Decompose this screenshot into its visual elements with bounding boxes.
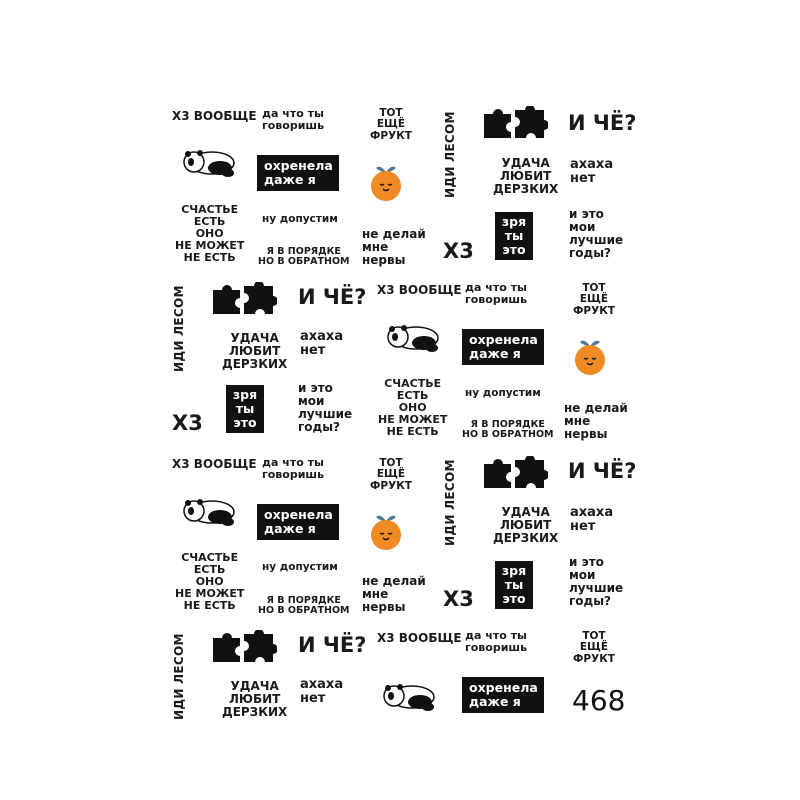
sticker-okhrenela: охренела даже я (257, 155, 339, 191)
sticker-schastie: СЧАСТЬЕ ЕСТЬ ОНО НЕ МОЖЕТ НЕ ЕСТЬ (378, 377, 448, 438)
sticker-okhrenela: охренела даже я (257, 504, 339, 540)
sticker-i-che: И ЧЁ? (568, 111, 637, 135)
sticker-idi-lesom: ИДИ ЛЕСОМ (443, 459, 457, 546)
sticker-tot-eshe: ТОТ ЕЩЁ ФРУКТ (370, 107, 412, 142)
sticker-zrya: зря ты это (495, 561, 533, 609)
sticker-idi-lesom: ИДИ ЛЕСОМ (172, 633, 186, 720)
sticker-i-eto: и это мои лучшие годы? (298, 381, 353, 434)
sticker-xz-voobshe: Х3 ВООБЩЕ (377, 283, 462, 297)
sheet-number: 468 (572, 684, 626, 717)
sticker-x3: Х3 (443, 239, 474, 263)
puzzle-pieces-icon (211, 282, 277, 320)
sticker-schastie: СЧАСТЬЕ ЕСТЬ ОНО НЕ МОЖЕТ НЕ ЕСТЬ (175, 203, 245, 264)
sticker-udacha: УДАЧА ЛЮБИТ ДЕРЗКИХ (222, 679, 288, 719)
sticker-schastie: СЧАСТЬЕ ЕСТЬ ОНО НЕ МОЖЕТ НЕ ЕСТЬ (175, 551, 245, 612)
sticker-akhakha: ахаха нет (570, 157, 614, 187)
puzzle-pieces-icon (482, 456, 548, 494)
panda-icon (180, 497, 236, 531)
sticker-i-che: И ЧЁ? (298, 285, 367, 309)
sticker-udacha: УДАЧА ЛЮБИТ ДЕРЗКИХ (493, 505, 559, 545)
panda-icon (180, 148, 236, 182)
sticker-ya-v-poryadke: Я В ПОРЯДКЕ НО В ОБРАТНОМ (258, 595, 350, 617)
orange-icon (369, 513, 403, 555)
sticker-i-eto: и это мои лучшие годы? (569, 207, 624, 260)
sticker-da-chto-ty: да что ты говоришь (262, 456, 325, 481)
sticker-da-chto-ty: да что ты говоришь (465, 629, 528, 654)
sticker-akhakha: ахаха нет (300, 329, 344, 359)
sticker-idi-lesom: ИДИ ЛЕСОМ (172, 285, 186, 372)
sticker-i-eto: и это мои лучшие годы? (569, 555, 624, 608)
sticker-da-chto-ty: да что ты говоришь (465, 281, 528, 306)
sticker-udacha: УДАЧА ЛЮБИТ ДЕРЗКИХ (493, 156, 559, 196)
sticker-ya-v-poryadke: Я В ПОРЯДКЕ НО В ОБРАТНОМ (258, 246, 350, 268)
sticker-tot-eshe: ТОТ ЕЩЁ ФРУКТ (573, 282, 615, 317)
sticker-ne-delai: не делай мне нервы (362, 574, 426, 614)
sticker-okhrenela: охренела даже я (462, 329, 544, 365)
sticker-tot-eshe: ТОТ ЕЩЁ ФРУКТ (573, 630, 615, 665)
puzzle-pieces-icon (211, 630, 277, 668)
sticker-akhakha: ахаха нет (300, 677, 344, 707)
orange-icon (573, 338, 607, 380)
sticker-i-che: И ЧЁ? (298, 633, 367, 657)
sticker-udacha: УДАЧА ЛЮБИТ ДЕРЗКИХ (222, 331, 288, 371)
sticker-akhakha: ахаха нет (570, 505, 614, 535)
sticker-nu-dopustim: ну допустим (262, 561, 338, 573)
sticker-ya-v-poryadke: Я В ПОРЯДКЕ НО В ОБРАТНОМ (462, 419, 554, 441)
sticker-idi-lesom: ИДИ ЛЕСОМ (443, 111, 457, 198)
sticker-zrya: зря ты это (495, 212, 533, 260)
sticker-xz-voobshe: Х3 ВООБЩЕ (172, 109, 257, 123)
sticker-xz-voobshe: Х3 ВООБЩЕ (377, 631, 462, 645)
sticker-nu-dopustim: ну допустим (262, 213, 338, 225)
sticker-xz-voobshe: Х3 ВООБЩЕ (172, 457, 257, 471)
puzzle-pieces-icon (482, 106, 548, 144)
sticker-ne-delai: не делай мне нервы (564, 401, 628, 441)
sticker-tot-eshe: ТОТ ЕЩЁ ФРУКТ (370, 457, 412, 492)
orange-icon (369, 164, 403, 206)
sticker-x3: Х3 (172, 411, 203, 435)
sticker-okhrenela: охренела даже я (462, 677, 544, 713)
sticker-ne-delai: не делай мне нервы (362, 227, 426, 267)
sticker-x3: Х3 (443, 587, 474, 611)
sticker-nu-dopustim: ну допустим (465, 387, 541, 399)
sticker-i-che: И ЧЁ? (568, 459, 637, 483)
sticker-zrya: зря ты это (226, 385, 264, 433)
sticker-da-chto-ty: да что ты говоришь (262, 107, 325, 132)
panda-icon (384, 323, 440, 357)
panda-icon (380, 682, 436, 716)
